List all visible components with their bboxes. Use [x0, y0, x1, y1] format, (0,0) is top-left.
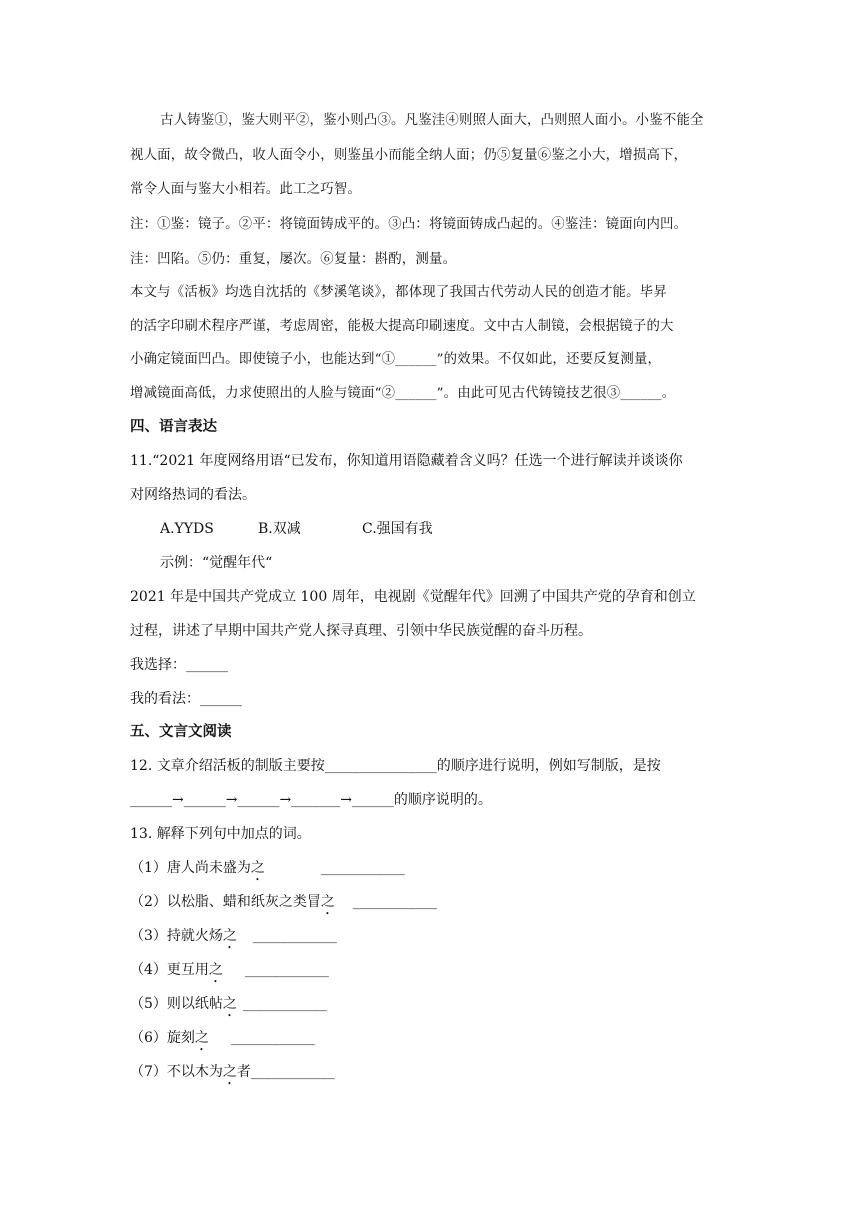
q13-item-2: （2）以松脂、蜡和纸灰之类冒之 ____________ — [130, 894, 437, 910]
my-opinion-line: 我的看法：______ — [130, 691, 242, 707]
passage-line-2: 视人面，故令微凸，收人面令小，则鉴虽小而能全纳人面；仍⑤复量⑥鉴之小大，增损高下， — [130, 148, 688, 163]
answer-blank: ____________ — [250, 1064, 335, 1080]
passage-line-3: 常令人面与鉴大小相若。此工之巧智。 — [130, 182, 362, 197]
q12-line-1: 12. 文章介绍活板的制版主要按________________的顺序进行说明，例如写制版，是按 — [130, 758, 661, 774]
analysis-line-4: 增减镜面高低，力求使照出的人脸与镜面“②______”。由此可见古代铸镜技艺很③______。 — [130, 386, 676, 401]
option-b: B.双减 — [258, 521, 301, 537]
q13-item-1: （1）唐人尚未盛为之 ____________ — [130, 860, 405, 876]
option-a: A.YYDS — [160, 521, 214, 537]
example-line-1: 2021 年是中国共产党成立 100 周年，电视剧《觉醒年代》回溯了中国共产党的孕育和创立 — [130, 589, 696, 605]
option-c: C.强国有我 — [362, 521, 433, 537]
notes-line-1: 注：①鉴：镜子。②平：将镜面铸成平的。③凸：将镜面铸成凸起的。④鉴洼：镜面向内凹。 — [130, 217, 688, 232]
q11-options — [160, 520, 766, 538]
answer-blank: ____________ — [252, 928, 337, 944]
notes-line-2: 洼：凹陷。⑤仍：重复，屡次。⑥复量：斟酌，测量。 — [130, 252, 457, 267]
dotted-word: 之 — [222, 1064, 237, 1080]
dotted-word: 之 — [320, 894, 335, 910]
q13-item-5: （5）则以纸帖之 ____________ — [130, 996, 327, 1012]
q13-item-3: （3）持就火炀之 ____________ — [130, 928, 337, 944]
dotted-word: 之 — [222, 928, 237, 944]
q12-line-2: ______→______→______→_______→______的顺序说明的。 — [130, 792, 492, 808]
dotted-word: 之 — [208, 962, 223, 978]
dotted-word: 之 — [250, 860, 265, 876]
q13-instruction: 13. 解释下列句中加点的词。 — [130, 826, 311, 842]
answer-blank: ____________ — [352, 894, 437, 910]
passage-line-1: 古人铸鉴①，鉴大则平②，鉴小则凸③。凡鉴洼④则照人面大，凸则照人面小。小鉴不能全 — [160, 113, 704, 128]
analysis-line-1: 本文与《活板》均选自沈括的《梦溪笔谈》，都体现了我国古代劳动人民的创造才能。毕昇 — [130, 285, 667, 300]
analysis-line-2: 的活字印刷术程序严谨，考虑周密，能极大提高印刷速度。文中古人制镜，会根据镜子的大 — [130, 319, 674, 334]
analysis-line-3: 小确定镜面凹凸。即使镜子小，也能达到“①______”的效果。不仅如此，还要反复测量， — [130, 352, 662, 367]
q11-line-1: 11.“2021 年度网络用语“已发布，你知道用语隐藏着含义吗？任选一个进行解读并谈谈你 — [130, 453, 683, 469]
answer-blank: ____________ — [320, 860, 405, 876]
answer-blank: ____________ — [242, 996, 327, 1012]
example-line-2: 过程，讲述了早期中国共产党人探寻真理、引领中华民族觉醒的奋斗历程。 — [130, 623, 592, 639]
my-choice-line: 我选择：______ — [130, 657, 228, 673]
section-4-heading: 四、语言表达 — [130, 418, 217, 435]
dotted-word: 之 — [222, 996, 237, 1012]
q13-item-4: （4）更互用之 ____________ — [130, 962, 329, 978]
q13-item-7: （7）不以木为之者____________ — [130, 1064, 335, 1080]
q11-line-2: 对网络热词的看法。 — [130, 487, 256, 503]
answer-blank: ____________ — [230, 1030, 315, 1046]
answer-blank: ____________ — [244, 962, 329, 978]
q13-item-6: （6）旋刻之 ____________ — [130, 1030, 315, 1046]
dotted-word: 之 — [194, 1030, 209, 1046]
example-label: 示例：“觉醒年代“ — [160, 555, 273, 571]
section-5-heading: 五、文言文阅读 — [130, 723, 232, 740]
